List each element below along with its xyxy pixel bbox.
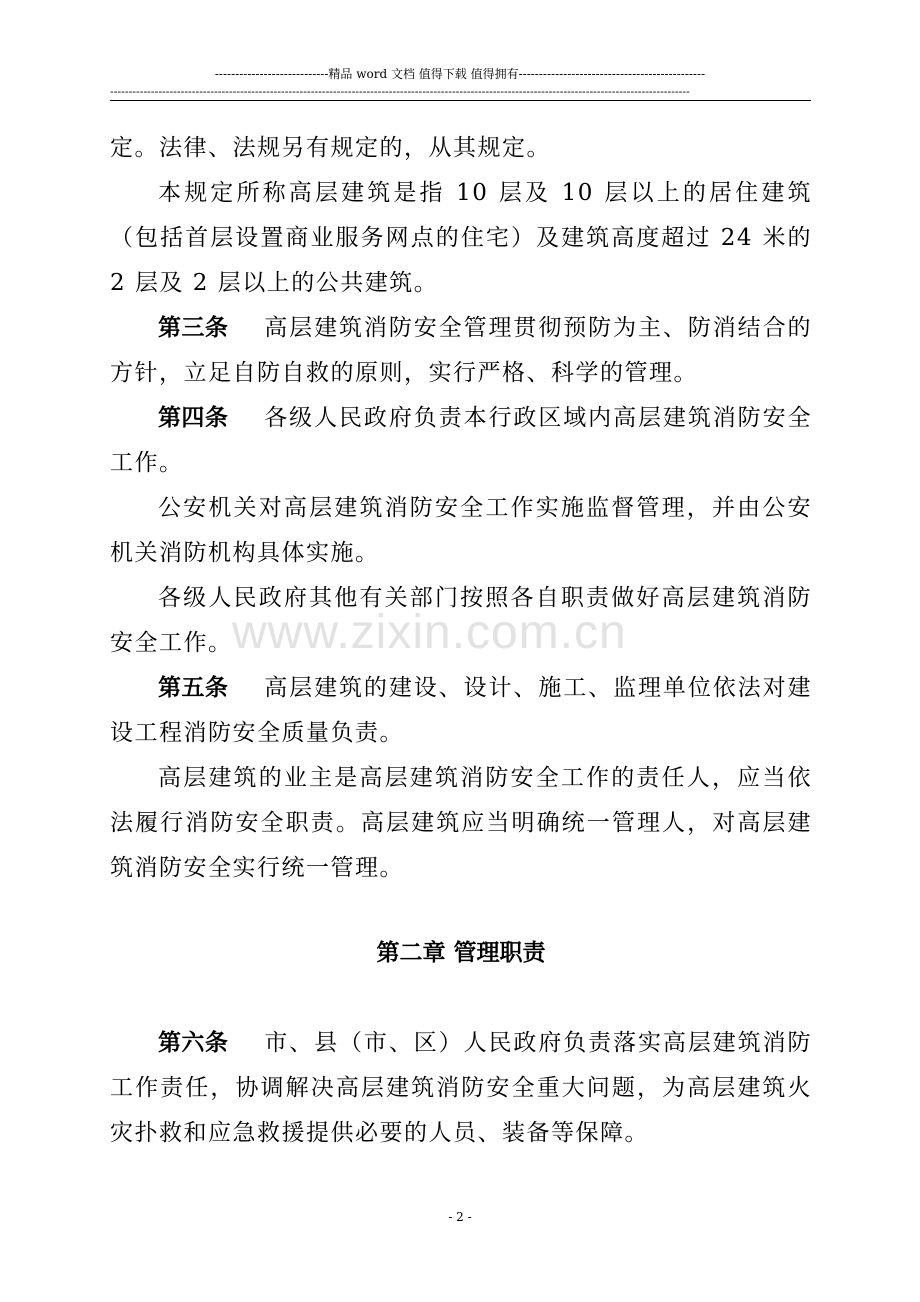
- header-rule: [110, 100, 811, 101]
- paragraph-text: 本规定所称高层建筑是指 10 层及 10 层以上的居住建筑（包括首层设置商业服务网点的住宅）及建筑高度超过 24 米的 2 层及 2 层以上的公共建筑。: [110, 180, 812, 296]
- paragraph-text: 高层建筑的建设、设计、施工、监理单位依法对建设工程消防安全质量负责。: [110, 675, 812, 746]
- document-header-banner: ----------------------------精品 word 文档 值得下载 值得拥有----------------------------------------------: [214, 67, 706, 81]
- paragraph-text: 各级人民政府其他有关部门按照各自职责做好高层建筑消防安全工作。: [110, 585, 812, 656]
- article-paragraph: [110, 396, 812, 486]
- paragraph-text: 高层建筑的业主是高层建筑消防安全工作的责任人，应当依法履行消防安全职责。高层建筑应当明确统一管理人，对高层建筑消防安全实行统一管理。: [110, 765, 812, 881]
- body-paragraph: [110, 126, 812, 171]
- body-paragraph: [110, 756, 812, 891]
- body-paragraph: [110, 486, 812, 576]
- paragraph-text: 公安机关对高层建筑消防安全工作实施监督管理，并由公安机关消防机构具体实施。: [110, 495, 812, 566]
- article-paragraph: [110, 666, 812, 756]
- paragraph-text: 高层建筑消防安全管理贯彻预防为主、防消结合的方针，立足自防自救的原则，实行严格、科学的管理。: [110, 315, 812, 386]
- paragraph-group-before-chapter: [110, 126, 812, 891]
- body-paragraph: [110, 171, 812, 306]
- article-number: 第三条: [158, 315, 229, 341]
- article-paragraph: [110, 1021, 812, 1156]
- watermark: www.zixin.com.cn: [232, 606, 627, 659]
- paragraph-text: 市、县（市、区）人民政府负责落实高层建筑消防工作责任，协调解决高层建筑消防安全重大问题，为高层建筑火灾扑救和应急救援提供必要的人员、装备等保障。: [110, 1030, 812, 1146]
- document-body: [110, 126, 812, 1156]
- article-number: 第四条: [158, 405, 229, 431]
- document-header-dashes: ------------------------------------------------------------------------------------------------------------------------------------------------------------: [110, 86, 690, 98]
- article-number: 第六条: [158, 1030, 229, 1056]
- paragraph-group-after-chapter: [110, 1021, 812, 1156]
- chapter-title: 第二章 管理职责: [376, 940, 546, 966]
- article-number: 第五条: [158, 675, 229, 701]
- page-number: - 2 -: [448, 1210, 472, 1224]
- paragraph-text: 定。法律、法规另有规定的，从其规定。: [110, 135, 551, 161]
- body-paragraph: [110, 576, 812, 666]
- paragraph-text: 各级人民政府负责本行政区域内高层建筑消防安全工作。: [110, 405, 812, 476]
- article-paragraph: [110, 306, 812, 396]
